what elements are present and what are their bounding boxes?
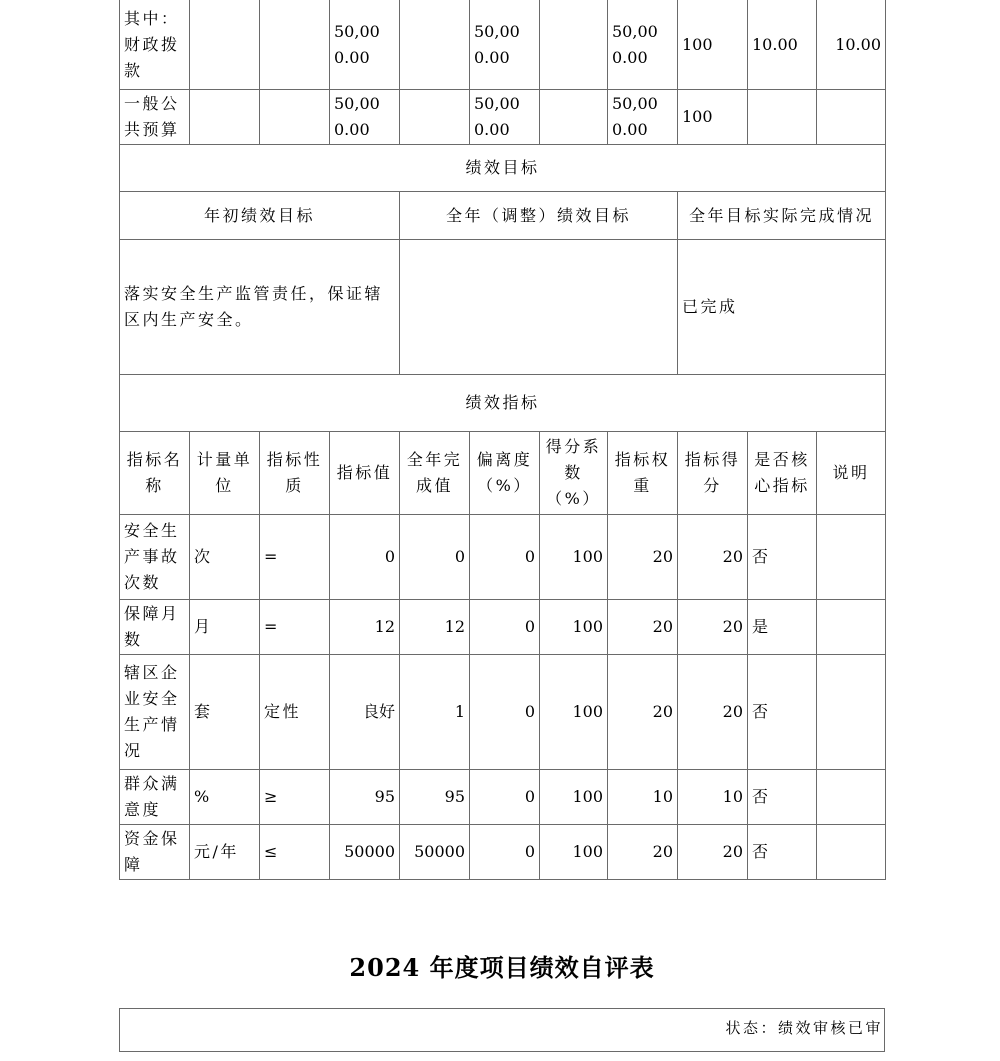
column-header: 全年完成值: [400, 432, 470, 515]
column-header: 是否核心指标: [748, 432, 817, 515]
indicator-coefficient-cell: 100: [540, 770, 608, 825]
value-cell: 100: [678, 90, 748, 145]
indicator-coefficient-cell: 100: [540, 825, 608, 880]
value-cell: 50,000.00: [470, 0, 540, 90]
indicator-note-cell: [817, 655, 886, 770]
indicator-coefficient-cell: 100: [540, 655, 608, 770]
row-label-cell: 其中：财政拨款: [120, 0, 190, 90]
indicator-deviation-cell: 0: [470, 770, 540, 825]
indicator-weight-cell: 10: [608, 770, 678, 825]
table-cell: [400, 90, 470, 145]
table-row: [120, 145, 886, 192]
indicator-score-cell: 20: [678, 825, 748, 880]
indicator-target-cell: 50000: [330, 825, 400, 880]
status-box: [119, 1008, 885, 1052]
indicator-note-cell: [817, 825, 886, 880]
indicator-core-cell: 否: [748, 515, 817, 600]
value-cell: [748, 90, 817, 145]
indicator-row: [120, 655, 886, 770]
table-cell: [260, 90, 330, 145]
indicator-weight-cell: 20: [608, 600, 678, 655]
indicator-target-cell: 良好: [330, 655, 400, 770]
table-row: [120, 0, 886, 90]
column-header: 指标性质: [260, 432, 330, 515]
value-cell: 50,000.00: [470, 90, 540, 145]
indicator-core-cell: 否: [748, 655, 817, 770]
indicator-row: [120, 770, 886, 825]
report-title: 2024 年度项目绩效自评表: [349, 953, 655, 982]
table-row: [120, 432, 886, 515]
indicator-score-cell: 20: [678, 600, 748, 655]
indicator-core-cell: 是: [748, 600, 817, 655]
table-row: [120, 240, 886, 375]
indicator-score-cell: 10: [678, 770, 748, 825]
table-cell: [190, 90, 260, 145]
row-label-cell: 一般公共预算: [120, 90, 190, 145]
indicator-name-cell: 安全生产事故次数: [120, 515, 190, 600]
indicator-score-cell: 20: [678, 515, 748, 600]
table-row: [120, 192, 886, 240]
goal-initial-text-cell: 落实安全生产监管责任，保证辖区内生产安全。: [120, 240, 400, 375]
indicator-note-cell: [817, 600, 886, 655]
goal-adjusted-text-cell: [400, 240, 678, 375]
indicator-nature-cell: 定性: [260, 655, 330, 770]
indicator-actual-cell: 95: [400, 770, 470, 825]
column-header: 说明: [817, 432, 886, 515]
column-header: 指标值: [330, 432, 400, 515]
indicator-deviation-cell: 0: [470, 515, 540, 600]
table-cell: [260, 0, 330, 90]
table-cell: [540, 0, 608, 90]
indicator-deviation-cell: 0: [470, 600, 540, 655]
indicator-row: [120, 515, 886, 600]
column-header: 计量单位: [190, 432, 260, 515]
goal-col-adjusted-header: 全年（调整）绩效目标: [400, 192, 678, 240]
indicator-target-cell: 12: [330, 600, 400, 655]
indicator-score-cell: 20: [678, 655, 748, 770]
indicator-actual-cell: 1: [400, 655, 470, 770]
indicator-section-banner: 绩效指标: [120, 375, 886, 432]
indicator-nature-cell: ≤: [260, 825, 330, 880]
indicator-coefficient-cell: 100: [540, 515, 608, 600]
indicator-name-cell: 保障月数: [120, 600, 190, 655]
column-header: 得分系数（%）: [540, 432, 608, 515]
table-cell: [190, 0, 260, 90]
indicator-nature-cell: =: [260, 515, 330, 600]
indicator-note-cell: [817, 515, 886, 600]
indicator-core-cell: 否: [748, 825, 817, 880]
indicator-coefficient-cell: 100: [540, 600, 608, 655]
indicator-nature-cell: ≥: [260, 770, 330, 825]
indicator-actual-cell: 50000: [400, 825, 470, 880]
indicator-unit-cell: %: [190, 770, 260, 825]
goal-col-actual-header: 全年目标实际完成情况: [678, 192, 886, 240]
performance-table: [119, 0, 886, 880]
value-cell: 10.00: [748, 0, 817, 90]
column-header: 指标权重: [608, 432, 678, 515]
value-cell: [817, 90, 886, 145]
table-row: [120, 90, 886, 145]
indicator-core-cell: 否: [748, 770, 817, 825]
value-cell: 50,000.00: [330, 90, 400, 145]
indicator-weight-cell: 20: [608, 515, 678, 600]
indicator-weight-cell: 20: [608, 655, 678, 770]
indicator-name-cell: 群众满意度: [120, 770, 190, 825]
indicator-name-cell: 资金保障: [120, 825, 190, 880]
value-cell: 10.00: [817, 0, 886, 90]
indicator-row: [120, 825, 886, 880]
indicator-unit-cell: 次: [190, 515, 260, 600]
goal-actual-text-cell: 已完成: [678, 240, 886, 375]
indicator-note-cell: [817, 770, 886, 825]
column-header: 指标得分: [678, 432, 748, 515]
indicator-actual-cell: 0: [400, 515, 470, 600]
value-cell: 50,000.00: [330, 0, 400, 90]
indicator-target-cell: 95: [330, 770, 400, 825]
indicator-unit-cell: 元/年: [190, 825, 260, 880]
column-header: 指标名称: [120, 432, 190, 515]
goal-col-initial-header: 年初绩效目标: [120, 192, 400, 240]
indicator-unit-cell: 月: [190, 600, 260, 655]
value-cell: 100: [678, 0, 748, 90]
table-cell: [400, 0, 470, 90]
value-cell: 50,000.00: [608, 0, 678, 90]
column-header: 偏离度（%）: [470, 432, 540, 515]
indicator-actual-cell: 12: [400, 600, 470, 655]
goal-section-banner: 绩效目标: [120, 145, 886, 192]
table-row: [120, 375, 886, 432]
indicator-weight-cell: 20: [608, 825, 678, 880]
indicator-name-cell: 辖区企业安全生产情况: [120, 655, 190, 770]
indicator-row: [120, 600, 886, 655]
status-text: 状态：绩效审核已审: [725, 1019, 883, 1037]
value-cell: 50,000.00: [608, 90, 678, 145]
table-cell: [540, 90, 608, 145]
indicator-deviation-cell: 0: [470, 825, 540, 880]
indicator-target-cell: 0: [330, 515, 400, 600]
indicator-unit-cell: 套: [190, 655, 260, 770]
indicator-nature-cell: =: [260, 600, 330, 655]
indicator-deviation-cell: 0: [470, 655, 540, 770]
